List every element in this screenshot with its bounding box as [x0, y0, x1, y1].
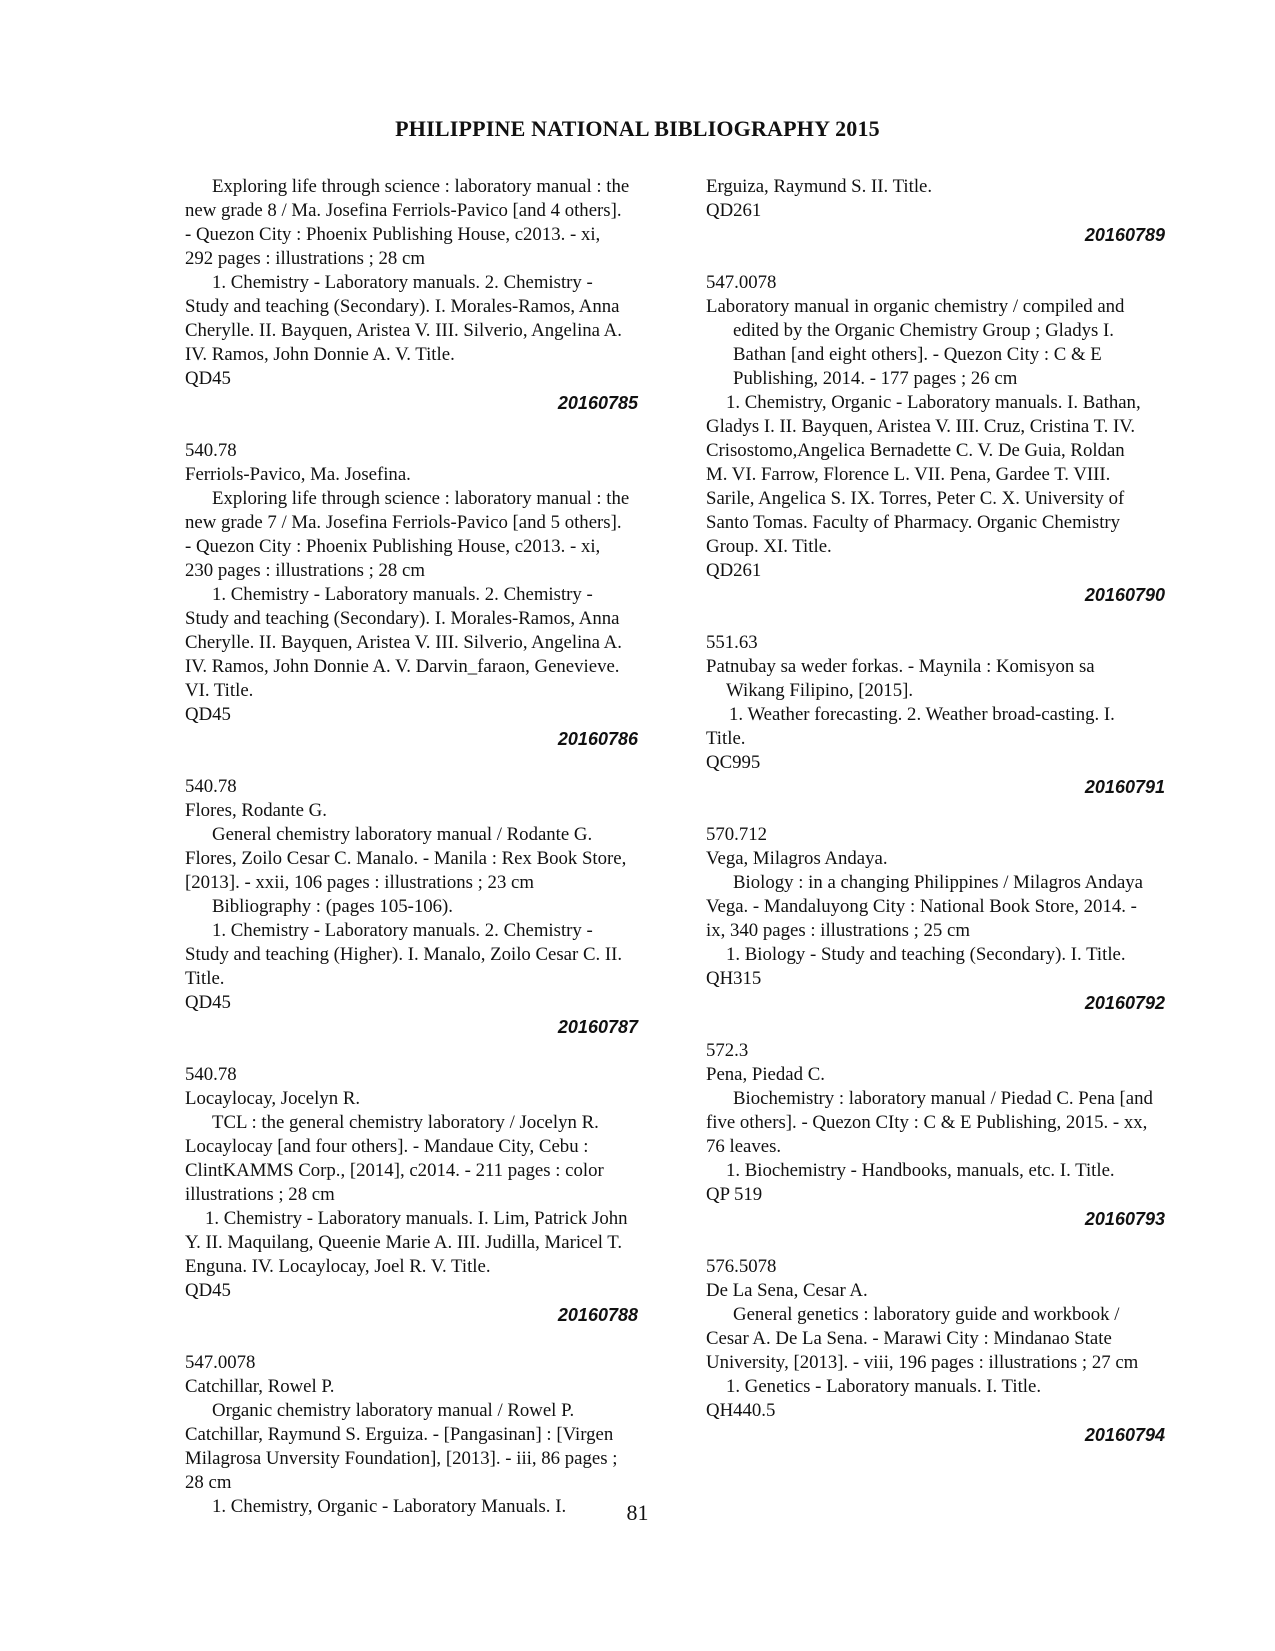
control-number: 20160790 [1084, 585, 1165, 605]
entry-line: Catchillar, Raymund S. Erguiza. - [Pangasinan] : [Virgen [185, 1424, 614, 1445]
entry-line: General chemistry laboratory manual / Rodante G. [212, 824, 593, 845]
entry-line: QC995 [706, 752, 761, 773]
entry-line: Wikang Filipino, [2015]. [726, 680, 914, 701]
entry-separator [706, 247, 1190, 271]
entry-line: QD45 [185, 992, 231, 1013]
entry-line: Bibliography : (pages 105-106). [212, 896, 453, 917]
entry-line: Title. [185, 968, 225, 989]
entry-line: Sarile, Angelica S. IX. Torres, Peter C. X. University of [706, 488, 1125, 509]
entry-line: Study and teaching (Higher). I. Manalo, Zoilo Cesar C. II. [185, 944, 623, 965]
entry-line: QH440.5 [706, 1400, 776, 1421]
entry-separator [185, 751, 663, 775]
entry-separator [185, 1327, 663, 1351]
page-number: 81 [626, 1500, 649, 1525]
left-column [185, 175, 663, 1519]
entry-line: 576.5078 [706, 1256, 777, 1277]
entry-line: Cesar A. De La Sena. - Marawi City : Mindanao State [706, 1328, 1112, 1349]
entry-line: 1. Chemistry, Organic - Laboratory Manuals. I. [212, 1496, 567, 1517]
entry-line: Bathan [and eight others]. - Quezon City : C & E [733, 344, 1102, 365]
entry-line: five others]. - Quezon CIty : C & E Publishing, 2015. - xx, [706, 1112, 1148, 1133]
entry-line: 230 pages : illustrations ; 28 cm [185, 560, 425, 581]
entry-line: Vega, Milagros Andaya. [706, 848, 888, 869]
entry-line: 1. Biochemistry - Handbooks, manuals, etc. I. Title. [726, 1160, 1115, 1181]
entry-line: 1. Weather forecasting. 2. Weather broad-casting. I. [729, 704, 1115, 725]
entry-line: De La Sena, Cesar A. [706, 1280, 868, 1301]
control-number: 20160791 [1084, 777, 1165, 797]
entry-line: Title. [706, 728, 746, 749]
entry-line: 28 cm [185, 1472, 232, 1493]
entry-line: 540.78 [185, 776, 237, 797]
entry-line: 292 pages : illustrations ; 28 cm [185, 248, 425, 269]
entry-line: 540.78 [185, 440, 237, 461]
entry-line: Enguna. IV. Locaylocay, Joel R. V. Title. [185, 1256, 491, 1277]
entry-line: 1. Chemistry - Laboratory manuals. 2. Chemistry - [212, 272, 593, 293]
entry-line: M. VI. Farrow, Florence L. VII. Pena, Gardee T. VIII. [706, 464, 1111, 485]
entry-line: University, [2013]. - viii, 196 pages : illustrations ; 27 cm [706, 1352, 1139, 1373]
control-number: 20160787 [557, 1017, 638, 1037]
entry-line: Exploring life through science : laboratory manual : the [212, 176, 630, 197]
control-number: 20160785 [557, 393, 638, 413]
control-number: 20160793 [1084, 1209, 1165, 1229]
entry-line: QD45 [185, 704, 231, 725]
entry-line: General genetics : laboratory guide and workbook / [733, 1304, 1120, 1325]
entry-line: Flores, Zoilo Cesar C. Manalo. - Manila : Rex Book Store, [185, 848, 627, 869]
entry-line: QD45 [185, 1280, 231, 1301]
entry-line: Catchillar, Rowel P. [185, 1376, 335, 1397]
entry-line: ix, 340 pages : illustrations ; 25 cm [706, 920, 970, 941]
entry-line: Cherylle. II. Bayquen, Aristea V. III. Silverio, Angelina A. [185, 320, 622, 341]
entry-line: Gladys I. II. Bayquen, Aristea V. III. Cruz, Cristina T. IV. [706, 416, 1136, 437]
entry-separator [706, 799, 1190, 823]
entry-line: 547.0078 [706, 272, 777, 293]
entry-line: [2013]. - xxii, 106 pages : illustrations ; 23 cm [185, 872, 534, 893]
entry-line: Biology : in a changing Philippines / Milagros Andaya [733, 872, 1144, 893]
entry-line: - Quezon City : Phoenix Publishing House, c2013. - xi, [185, 536, 601, 557]
entry-line: 572.3 [706, 1040, 749, 1061]
page-title: PHILIPPINE NATIONAL BIBLIOGRAPHY 2015 [395, 116, 880, 141]
entry-line: Biochemistry : laboratory manual / Piedad C. Pena [and [733, 1088, 1153, 1109]
entry-line: 1. Genetics - Laboratory manuals. I. Title. [726, 1376, 1042, 1397]
entry-line: - Quezon City : Phoenix Publishing House, c2013. - xi, [185, 224, 601, 245]
entry-line: QD261 [706, 560, 762, 581]
control-number: 20160788 [557, 1305, 638, 1325]
entry-separator [706, 1231, 1190, 1255]
entry-separator [706, 607, 1190, 631]
entry-line: QP 519 [706, 1184, 763, 1205]
entry-line: TCL : the general chemistry laboratory / Jocelyn R. [212, 1112, 599, 1133]
entry-line: IV. Ramos, John Donnie A. V. Darvin_faraon, Genevieve. [185, 656, 620, 677]
entry-line: Locaylocay, Jocelyn R. [185, 1088, 361, 1109]
control-number: 20160786 [557, 729, 638, 749]
entry-line: 1. Chemistry - Laboratory manuals. 2. Chemistry - [212, 920, 593, 941]
control-number: 20160794 [1084, 1425, 1165, 1445]
entry-line: 76 leaves. [706, 1136, 782, 1157]
entry-line: QD261 [706, 200, 762, 221]
entry-line: 1. Chemistry - Laboratory manuals. I. Lim, Patrick John [205, 1208, 628, 1229]
entry-line: Patnubay sa weder forkas. - Maynila : Komisyon sa [706, 656, 1095, 677]
entry-line: Vega. - Mandaluyong City : National Book Store, 2014. - [706, 896, 1137, 917]
entry-line: ClintKAMMS Corp., [2014], c2014. - 211 pages : color [185, 1160, 604, 1181]
control-number: 20160789 [1084, 225, 1165, 245]
entry-line: Erguiza, Raymund S. II. Title. [706, 176, 933, 197]
entry-line: illustrations ; 28 cm [185, 1184, 335, 1205]
entry-line: Santo Tomas. Faculty of Pharmacy. Organic Chemistry [706, 512, 1121, 533]
entry-line: Exploring life through science : laboratory manual : the [212, 488, 630, 509]
entry-line: Publishing, 2014. - 177 pages ; 26 cm [733, 368, 1018, 389]
entry-separator [185, 415, 663, 439]
right-column [706, 175, 1190, 1447]
entry-line: Cherylle. II. Bayquen, Aristea V. III. Silverio, Angelina A. [185, 632, 622, 653]
entry-line: Ferriols-Pavico, Ma. Josefina. [185, 464, 411, 485]
entry-line: 570.712 [706, 824, 768, 845]
entry-line: Y. II. Maquilang, Queenie Marie A. III. Judilla, Maricel T. [185, 1232, 623, 1253]
entry-line: Study and teaching (Secondary). I. Morales-Ramos, Anna [185, 296, 620, 317]
entry-line: Milagrosa Unversity Foundation], [2013]. - iii, 86 pages ; [185, 1448, 618, 1469]
entry-line: VI. Title. [185, 680, 254, 701]
entry-line: QD45 [185, 368, 231, 389]
entry-line: 551.63 [706, 632, 758, 653]
entry-line: Locaylocay [and four others]. - Mandaue City, Cebu : [185, 1136, 589, 1157]
entry-line: 547.0078 [185, 1352, 256, 1373]
entry-line: new grade 7 / Ma. Josefina Ferriols-Pavico [and 5 others]. [185, 512, 622, 533]
entry-line: Group. XI. Title. [706, 536, 832, 557]
entry-line: QH315 [706, 968, 762, 989]
entry-line: Organic chemistry laboratory manual / Rowel P. [212, 1400, 575, 1421]
control-number: 20160792 [1084, 993, 1165, 1013]
entry-line: Crisostomo,Angelica Bernadette C. V. De Guia, Roldan [706, 440, 1125, 461]
entry-line: Flores, Rodante G. [185, 800, 327, 821]
entry-separator [185, 1039, 663, 1063]
entry-separator [706, 1015, 1190, 1039]
entry-line: Study and teaching (Secondary). I. Morales-Ramos, Anna [185, 608, 620, 629]
entry-line: 1. Chemistry - Laboratory manuals. 2. Chemistry - [212, 584, 593, 605]
entry-line: Pena, Piedad C. [706, 1064, 825, 1085]
entry-line: 1. Chemistry, Organic - Laboratory manuals. I. Bathan, [726, 392, 1141, 413]
entry-line: 1. Biology - Study and teaching (Secondary). I. Title. [726, 944, 1126, 965]
entry-line: Laboratory manual in organic chemistry / compiled and [706, 296, 1125, 317]
entry-line: IV. Ramos, John Donnie A. V. Title. [185, 344, 455, 365]
entry-line: new grade 8 / Ma. Josefina Ferriols-Pavico [and 4 others]. [185, 200, 622, 221]
entry-line: 540.78 [185, 1064, 237, 1085]
entry-line: edited by the Organic Chemistry Group ; Gladys I. [733, 320, 1114, 341]
